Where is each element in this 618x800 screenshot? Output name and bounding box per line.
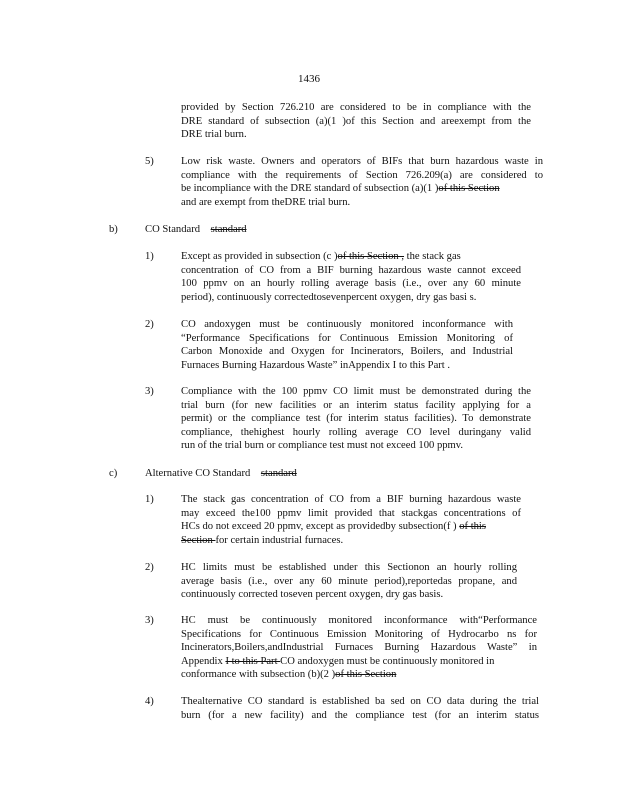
section-marker: c): [109, 468, 118, 479]
text-line: Section for certain industrial furnaces.: [181, 534, 344, 546]
text-line: run of the trial burn or compliance test must not exceed 100 ppmv.: [181, 440, 464, 452]
text-line: continuously corrected toseven percent oxygen, dry gas basis.: [181, 589, 444, 601]
text-line: The stack gas concentration of CO from a BIF burning hazardous waste: [181, 494, 521, 505]
page-number: 1436: [298, 73, 320, 85]
section-heading: Alternative CO Standard standard: [145, 468, 297, 479]
co-limit-paragraph: [181, 250, 521, 304]
item-marker: 3): [145, 615, 154, 626]
co-compliance-paragraph: [181, 385, 531, 453]
text-line: HCs do not exceed 20 ppmv, except as providedby subsection(f ) of this: [181, 521, 486, 533]
text-line: Thealternative CO standard is established ba sed on CO data during the trial: [181, 696, 539, 707]
text-line: provided by Section 726.210 are considered to be in compliance with the: [181, 102, 531, 113]
text-line: Except as provided in subsection (c )of this Section , the stack gas: [181, 251, 461, 262]
text-line: and are exempt from theDRE trial burn.: [181, 196, 351, 208]
text-line: average basis (i.e., over any 60 minute period),reportedas propane, and: [181, 575, 517, 587]
section-marker: b): [109, 224, 118, 235]
item-marker: 1): [145, 494, 154, 505]
struck-text: Section: [181, 534, 216, 546]
text-line: may exceed the100 ppmv limit provided that stackgas concentrations of: [181, 507, 521, 519]
text-line: concentration of CO from a BIF burning hazardous waste cannot exceed: [181, 264, 521, 276]
item-marker: 2): [145, 319, 154, 330]
struck-text: standard: [210, 224, 247, 235]
hc-limits-paragraph: [181, 561, 517, 602]
co-monitoring-paragraph: [181, 318, 513, 372]
struck-text: of this Section: [335, 669, 397, 681]
low-risk-waste-paragraph: [181, 155, 543, 209]
text-line: HC must be continuously monitored inconformance with“Performance: [181, 615, 537, 626]
struck-text: of this Section: [438, 183, 500, 195]
text-line: Carbon Monoxide and Oxygen for Incinerators, Boilers, and Industrial: [181, 346, 513, 358]
item-marker: 4): [145, 696, 154, 707]
text-line: compliance, thehighest hourly rolling average CO level duringany valid: [181, 426, 531, 438]
hc-monitoring-paragraph: [181, 614, 537, 682]
section-heading: CO Standard standard: [145, 224, 247, 235]
alt-co-standard-paragraph: [181, 695, 539, 722]
struck-text: of this Section ,: [337, 251, 405, 262]
item-marker: 1): [145, 251, 154, 262]
text-line: DRE trial burn.: [181, 129, 247, 141]
text-line: Appendix I to this Part CO andoxygen must be continuously monitored in: [181, 655, 495, 667]
struck-text: standard: [260, 468, 297, 479]
item-marker: 3): [145, 386, 154, 397]
text-line: Low risk waste. Owners and operators of BIFs that burn hazardous waste in: [181, 156, 543, 167]
item-marker: 5): [145, 156, 154, 167]
text-line: HC limits must be established under this Sectionon an hourly rolling: [181, 562, 517, 573]
text-line: Incinerators,Boilers,andIndustrial Furnaces Burning Hazardous Waste” in: [181, 642, 537, 654]
text-line: Specifications for Continuous Emission Monitoring of Hydrocarbo ns for: [181, 628, 537, 640]
text-line: “Performance Specifications for Continuous Emission Monitoring of: [181, 332, 513, 344]
text-line: period), continuously correctedtosevenpercent oxygen, dry gas basi s.: [181, 291, 477, 303]
text-line: Furnaces Burning Hazardous Waste” inAppendix I to this Part .: [181, 359, 451, 371]
text-line: conformance with subsection (b)(2 )of this Section: [181, 669, 397, 681]
text-line: 100 ppmv on an hourly rolling average basis (i.e., over any 60 minute: [181, 278, 521, 290]
alt-co-limit-paragraph: [181, 493, 521, 547]
struck-text: I to this Part: [225, 655, 281, 667]
continuation-paragraph: [181, 101, 531, 142]
text-line: compliance with the requirements of Section 726.209(a) are considered to: [181, 169, 543, 181]
text-line: burn (for a new facility) and the compliance test (for an interim status: [181, 709, 539, 721]
text-line: CO andoxygen must be continuously monitored inconformance with: [181, 319, 513, 330]
struck-text: of this: [459, 521, 486, 533]
text-line: Compliance with the 100 ppmv CO limit must be demonstrated during the: [181, 386, 531, 397]
text-line: be incompliance with the DRE standard of subsection (a)(1 )of this Section: [181, 183, 500, 195]
item-marker: 2): [145, 562, 154, 573]
text-line: DRE standard of subsection (a)(1 )of this Section and areexempt from the: [181, 115, 531, 127]
text-line: trial burn (for new facilities or an interim status facility applying for a: [181, 399, 531, 411]
text-line: permit) or the compliance test (for interim status facilities). To demonstrate: [181, 413, 531, 425]
